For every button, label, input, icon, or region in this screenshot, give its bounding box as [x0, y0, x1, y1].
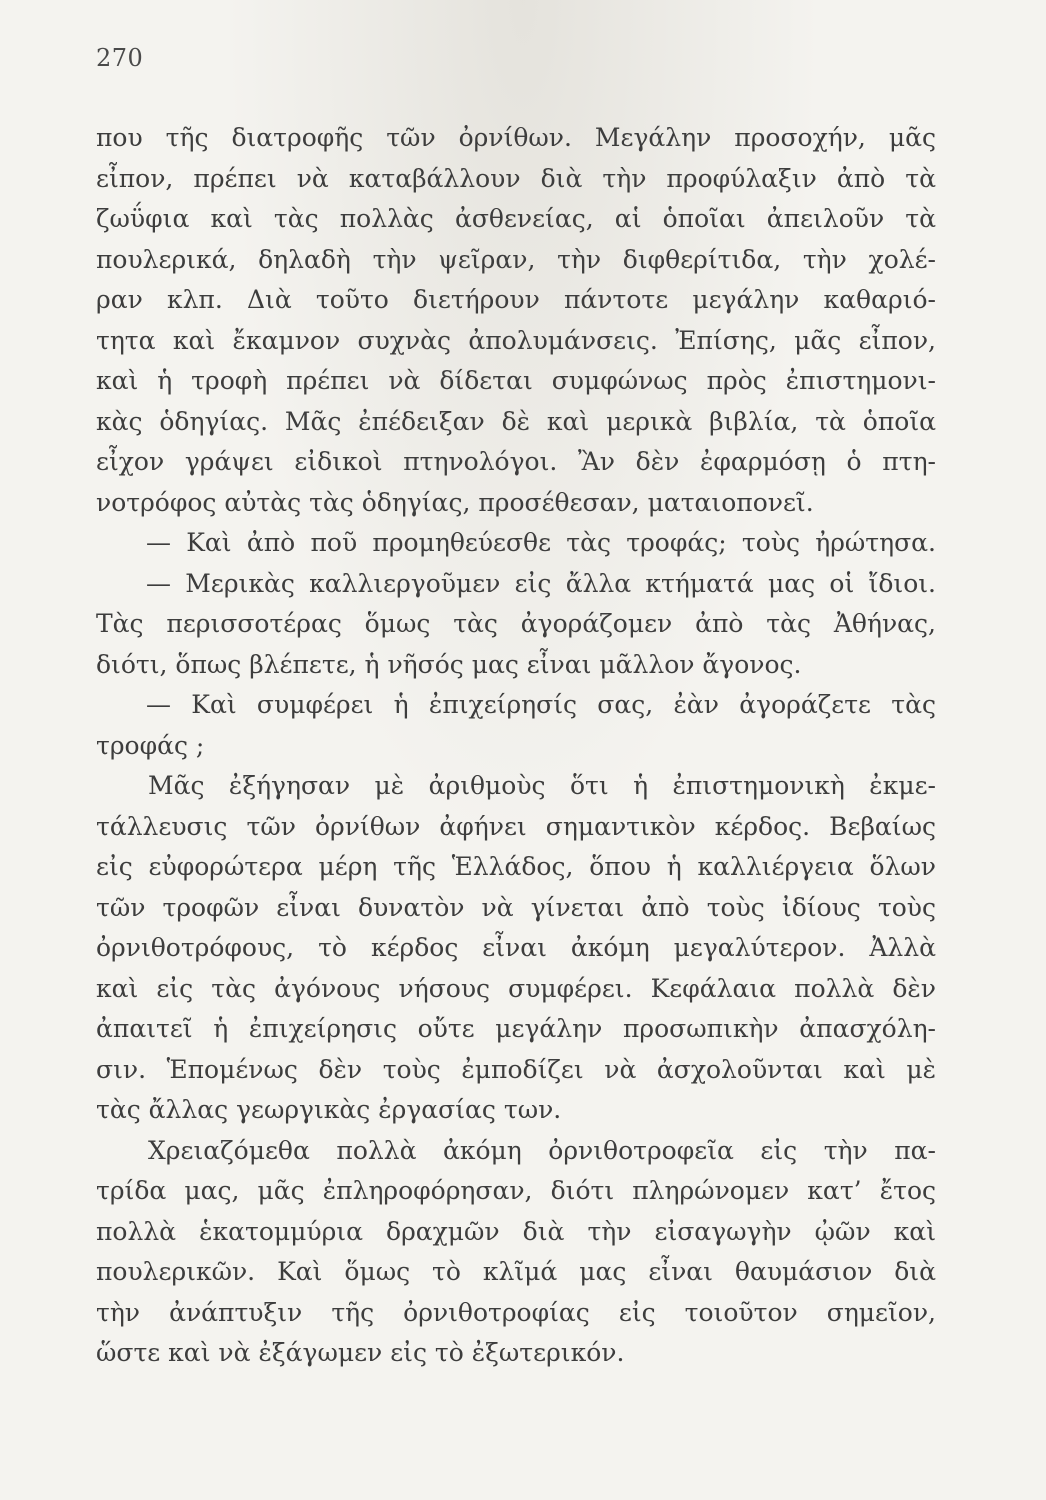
text-line: ὀρνιθοτρόφους, τὸ κέρδος εἶναι ἀκόμη μεγαλύτερον. Ἀλλὰ: [96, 933, 936, 962]
text-line: πουλερικά, δηλαδὴ τὴν ψεῖραν, τὴν διφθερίτιδα, τὴν χολέ-: [96, 244, 936, 274]
text-line: κὰς ὁδηγίας. Μᾶς ἐπέδειξαν δὲ καὶ μερικὰ βιβλία, τὰ ὁποῖα: [96, 406, 936, 436]
text-line: τῶν τροφῶν εἶναι δυνατὸν νὰ γίνεται ἀπὸ τοὺς ἰδίους τοὺς: [96, 892, 936, 922]
text-line: καὶ ἡ τροφὴ πρέπει νὰ δίδεται συμφώνως πρὸς ἐπιστημονι-: [96, 366, 936, 395]
text-line: — Καὶ συμφέρει ἡ ἐπιχείρησίς σας, ἐὰν ἀγοράζετε τὰς: [146, 690, 936, 719]
text-line: Χρειαζόμεθα πολλὰ ἀκόμη ὀρνιθοτροφεῖα εἰς τὴν πα-: [148, 1135, 936, 1165]
text-line: ζωΰφια καὶ τὰς πολλὰς ἀσθενείας, αἱ ὁποῖαι ἀπειλοῦν τὰ: [96, 204, 936, 233]
text-line: νοτρόφος αὐτὰς τὰς ὁδηγίας, προσέθεσαν, ματαιοπονεῖ.: [96, 487, 814, 517]
text-line: — Μερικὰς καλλιεργοῦμεν εἰς ἄλλα κτήματά μας οἱ ἴδιοι.: [146, 568, 936, 598]
text-line: διότι, ὅπως βλέπετε, ἡ νῆσός μας εἶναι μᾶλλον ἄγονος.: [96, 649, 802, 679]
text-line: τὰς ἄλλας γεωργικὰς ἐργασίας των.: [96, 1095, 562, 1124]
body-text: [96, 118, 936, 1374]
text-line: σιν. Ἑπομένως δὲν τοὺς ἐμποδίζει νὰ ἀσχολοῦνται καὶ μὲ: [96, 1054, 936, 1084]
text-line: πολλὰ ἑκατομμύρια δραχμῶν διὰ τὴν εἰσαγωγὴν ᾠῶν καὶ: [96, 1216, 936, 1246]
text-line: τάλλευσις τῶν ὀρνίθων ἀφήνει σημαντικὸν κέρδος. Βεβαίως: [96, 811, 936, 841]
text-line: ραν κλπ. Διὰ τοῦτο διετήρουν πάντοτε μεγάλην καθαριό-: [96, 285, 936, 314]
text-line: ὥστε καὶ νὰ ἐξάγωμεν εἰς τὸ ἐξωτερικόν.: [96, 1338, 625, 1367]
text-line: εἶπον, πρέπει νὰ καταβάλλουν διὰ τὴν προφύλαξιν ἀπὸ τὰ: [96, 163, 936, 193]
text-line: εἶχον γράψει εἰδικοὶ πτηνολόγοι. Ἂν δὲν ἐφαρμόσῃ ὁ πτη-: [96, 447, 936, 476]
text-line: εἰς εὐφορώτερα μέρη τῆς Ἑλλάδος, ὅπου ἡ καλλιέργεια ὅλων: [96, 852, 936, 881]
text-line: τρίδα μας, μᾶς ἐπληροφόρησαν, διότι πληρώνομεν κατ’ ἔτος: [96, 1176, 936, 1205]
text-line: τὴν ἀνάπτυξιν τῆς ὀρνιθοτροφίας εἰς τοιοῦτον σημεῖον,: [96, 1297, 936, 1327]
page-number: 270: [96, 44, 144, 72]
text-line: — Καὶ ἀπὸ ποῦ προμηθεύεσθε τὰς τροφάς; τοὺς ἠρώτησα.: [146, 528, 936, 557]
text-line: που τῆς διατροφῆς τῶν ὀρνίθων. Μεγάλην προσοχήν, μᾶς: [96, 123, 936, 152]
text-line: τροφάς ;: [96, 730, 205, 760]
text-line: τητα καὶ ἔκαμνον συχνὰς ἀπολυμάνσεις. Ἐπίσης, μᾶς εἶπον,: [96, 325, 936, 355]
text-line: Τὰς περισσοτέρας ὅμως τὰς ἀγοράζομεν ἀπὸ τὰς Ἀθήνας,: [96, 609, 936, 638]
text-line: ἀπαιτεῖ ἡ ἐπιχείρησις οὔτε μεγάλην προσωπικὴν ἀπασχόλη-: [96, 1014, 936, 1043]
text-line: καὶ εἰς τὰς ἀγόνους νήσους συμφέρει. Κεφάλαια πολλὰ δὲν: [96, 973, 936, 1003]
text-line: πουλερικῶν. Καὶ ὅμως τὸ κλῖμά μας εἶναι θαυμάσιον διὰ: [96, 1257, 936, 1286]
text-line: Μᾶς ἐξήγησαν μὲ ἀριθμοὺς ὅτι ἡ ἐπιστημονικὴ ἐκμε-: [148, 771, 936, 800]
